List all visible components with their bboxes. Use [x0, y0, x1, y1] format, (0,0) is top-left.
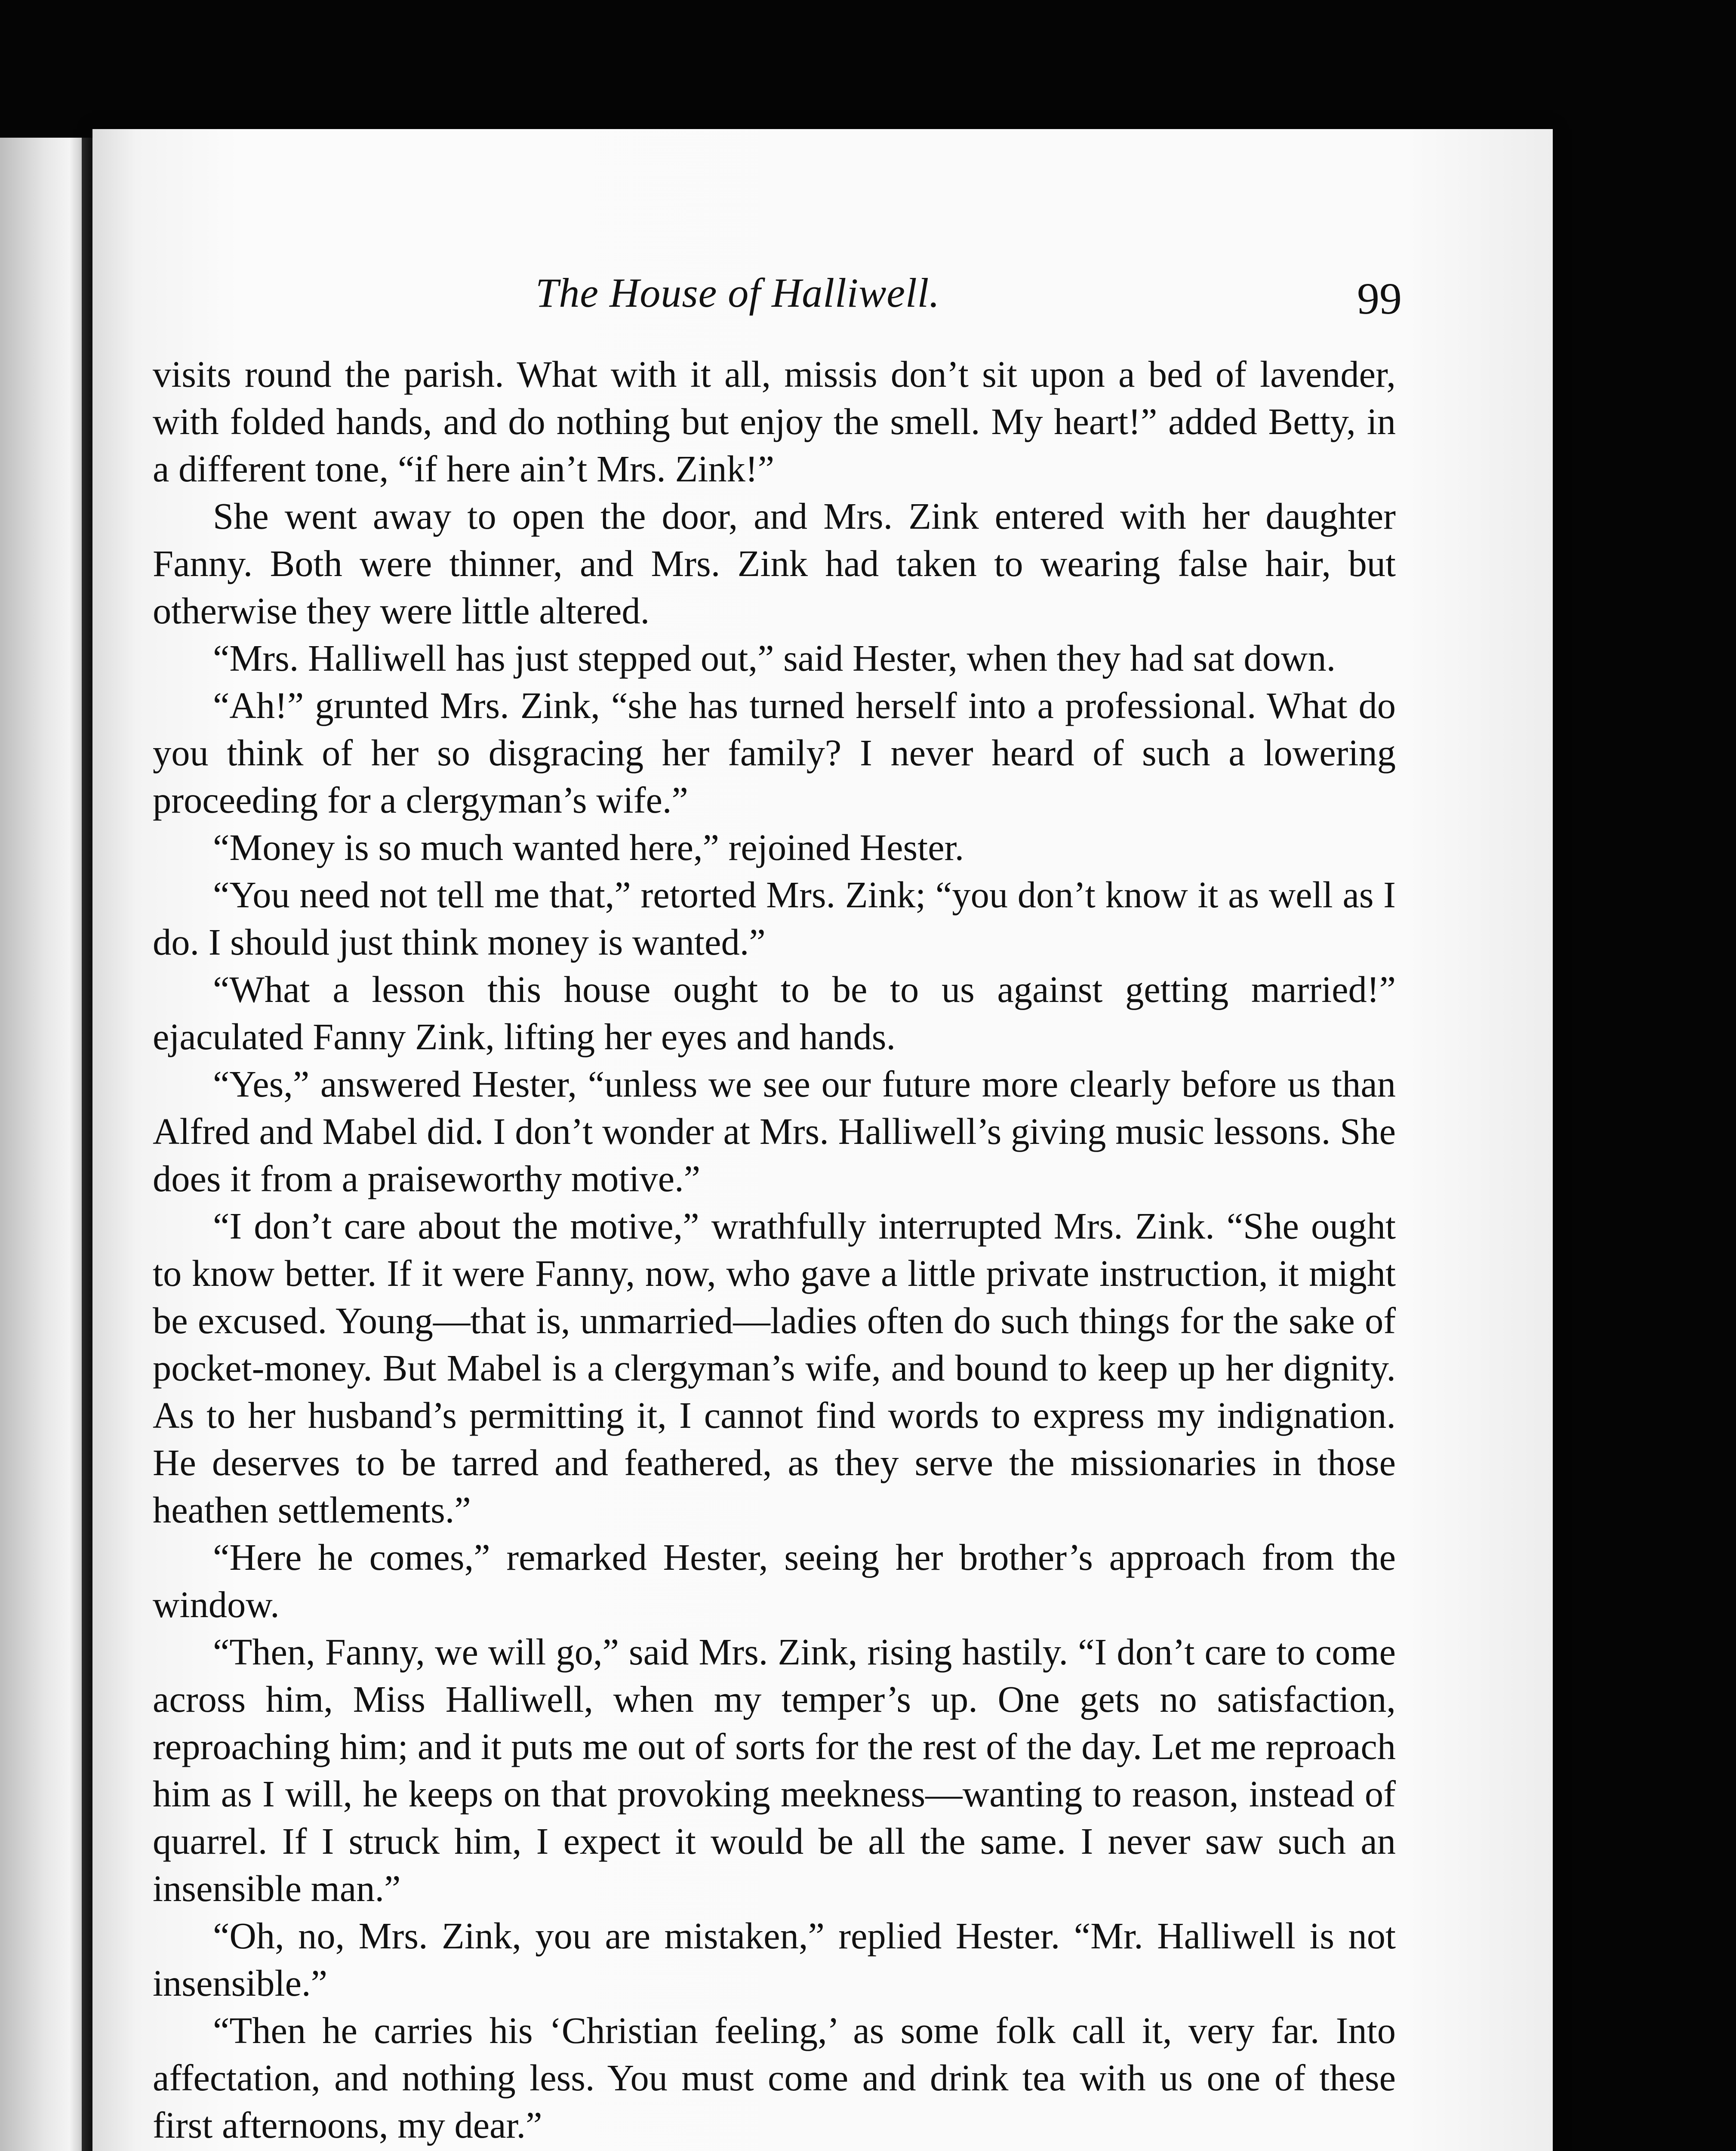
- paragraph: “Ah!” grunted Mrs. Zink, “she has turned herself into a professional. What do you think of her so disgracing her family? I never heard of such a lowering proceeding for a clergyman’s wife.”: [153, 685, 1396, 821]
- book-page: [92, 129, 1553, 2151]
- paragraph: “What a lesson this house ought to be to us against getting married!” ejaculated Fanny Zink, lifting her eyes and hands.: [153, 969, 1396, 1057]
- running-title: The House of Halliwell.: [536, 270, 940, 316]
- paragraph: “Then, Fanny, we will go,” said Mrs. Zink, rising hastily. “I don’t care to come across him, Miss Halliwell, when my temper’s up. One gets no satisfaction, reproaching him; and it puts me out of sorts for the rest of the day. Let me reproach him as I will, he keeps on that provoking meekness—wanting to reason, instead of quarrel. If I struck him, I expect it would be all the same. I never saw such an insensible man.”: [153, 1631, 1396, 1909]
- running-head: [92, 269, 1553, 329]
- page-number: 99: [1357, 274, 1402, 324]
- paragraph: “Oh, no, Mrs. Zink, you are mistaken,” replied Hester. “Mr. Halliwell is not insensible.”: [153, 1915, 1396, 2004]
- paragraph: “You need not tell me that,” retorted Mrs. Zink; “you don’t know it as well as I do. I should just think money is wanted.”: [153, 874, 1396, 963]
- paragraph: “Here he comes,” remarked Hester, seeing her brother’s approach from the window.: [153, 1537, 1396, 1625]
- paragraph: visits round the parish. What with it all, missis don’t sit upon a bed of lavender, with folded hands, and do nothing but enjoy the smell. My heart!” added Betty, in a different tone, “if here ain’t Mrs. Zink!”: [153, 354, 1396, 490]
- paragraph: “Mrs. Halliwell has just stepped out,” said Hester, when they had sat down.: [213, 638, 1336, 679]
- paragraph: “Yes,” answered Hester, “unless we see our future more clearly before us than Alfred and Mabel did. I don’t wonder at Mrs. Halliwell’s giving music lessons. She does it from a praiseworthy motive.”: [153, 1063, 1396, 1199]
- paragraph: “Then he carries his ‘Christian feeling,’ as some folk call it, very far. Into affectation, and nothing less. You must come and drink tea with us one of these first afternoons, my dear.”: [153, 2010, 1396, 2146]
- body-text: [153, 351, 1396, 2151]
- paragraph: “Money is so much wanted here,” rejoined Hester.: [213, 827, 964, 868]
- paragraph: She went away to open the door, and Mrs. Zink entered with her daughter Fanny. Both were thinner, and Mrs. Zink had taken to wearing false hair, but otherwise they were little altered.: [153, 496, 1396, 632]
- previous-page-edge: [0, 138, 82, 2151]
- paragraph: [153, 2149, 1396, 2151]
- paragraph: “I don’t care about the motive,” wrathfully interrupted Mrs. Zink. “She ought to know better. If it were Fanny, now, who gave a little private instruction, it might be excused. Young—that is, unmarried—ladies often do such things for the sake of pocket-money. But Mabel is a clergyman’s wife, and bound to keep up her dignity. As to her husband’s permitting it, I cannot find words to express my indignation. He deserves to be tarred and feathered, as they serve the missionaries in those heathen settlements.”: [153, 1205, 1396, 1531]
